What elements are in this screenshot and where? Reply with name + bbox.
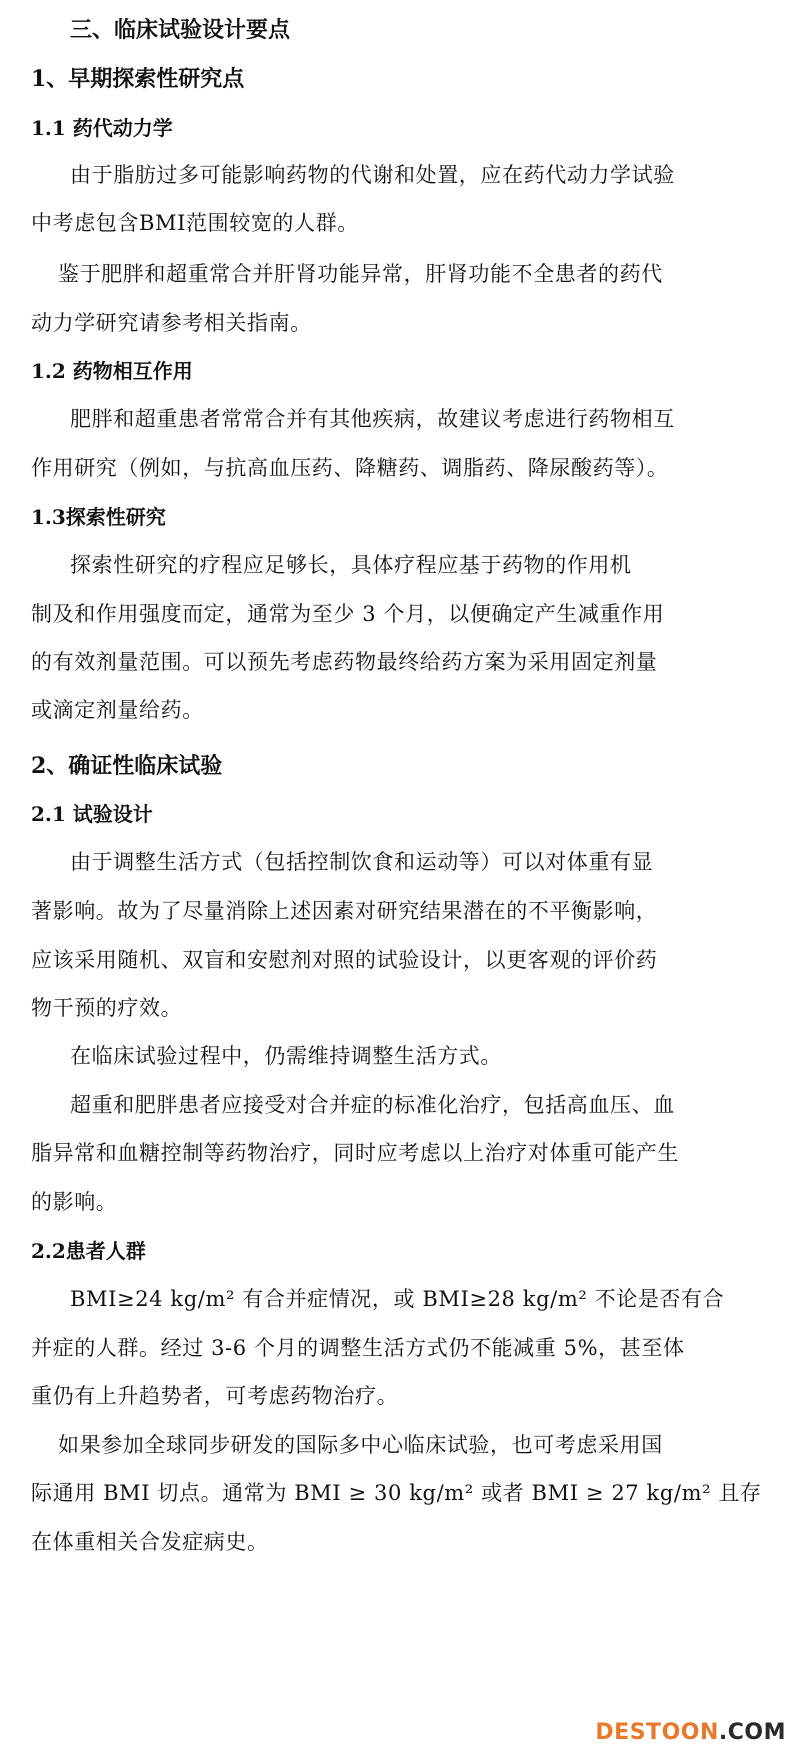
paragraph-line: 并症的人群。经过 3-6 个月的调整生活方式仍不能减重 5%，甚至体	[31, 1336, 685, 1360]
paragraph-line: 在体重相关合发症病史。	[31, 1530, 269, 1554]
heading-early-exploratory: 1、早期探索性研究点	[31, 66, 245, 92]
heading-trial-design: 2.1 试验设计	[31, 802, 153, 826]
heading-exploratory-study: 1.3探索性研究	[31, 505, 166, 529]
watermark-brand: DESTOON	[595, 1720, 719, 1745]
paragraph-line: 应该采用随机、双盲和安慰剂对照的试验设计，以更客观的评价药	[31, 948, 658, 972]
paragraph-line: 脂异常和血糖控制等药物治疗，同时应考虑以上治疗对体重可能产生	[31, 1141, 679, 1165]
paragraph-line: 动力学研究请参考相关指南。	[31, 311, 312, 335]
section-title: 三、临床试验设计要点	[70, 18, 291, 43]
paragraph-line: 由于脂肪过多可能影响药物的代谢和处置，应在药代动力学试验	[70, 163, 675, 187]
paragraph-line: 作用研究（例如，与抗高血压药、降糖药、调脂药、降尿酸药等）。	[31, 456, 669, 480]
paragraph-line: 制及和作用强度而定，通常为至少 3 个月，以便确定产生减重作用	[31, 602, 665, 626]
watermark	[595, 1720, 786, 1745]
paragraph-line: 由于调整生活方式（包括控制饮食和运动等）可以对体重有显	[70, 850, 654, 874]
paragraph-line: 在临床试验过程中，仍需维持调整生活方式。	[70, 1044, 502, 1068]
heading-pharmacokinetics: 1.1 药代动力学	[31, 116, 173, 140]
watermark-domain: .COM	[718, 1720, 786, 1745]
paragraph-line: 如果参加全球同步研发的国际多中心临床试验，也可考虑采用国	[58, 1433, 663, 1457]
paragraph-line: 或滴定剂量给药。	[31, 698, 204, 722]
paragraph-line: 的有效剂量范围。可以预先考虑药物最终给药方案为采用固定剂量	[31, 650, 658, 674]
paragraph-line: 著影响。故为了尽量消除上述因素对研究结果潜在的不平衡影响，	[31, 899, 658, 923]
paragraph-line: 超重和肥胖患者应接受对合并症的标准化治疗，包括高血压、血	[70, 1093, 675, 1117]
paragraph-line: 重仍有上升趋势者，可考虑药物治疗。	[31, 1384, 399, 1408]
paragraph-line: 际通用 BMI 切点。通常为 BMI ≥ 30 kg/m² 或者 BMI ≥ 27 kg/m² 且存	[31, 1481, 762, 1505]
paragraph-line: 肥胖和超重患者常常合并有其他疾病，故建议考虑进行药物相互	[70, 407, 675, 431]
paragraph-line: 物干预的疗效。	[31, 996, 183, 1020]
heading-patient-population: 2.2患者人群	[31, 1239, 146, 1263]
heading-confirmatory-trial: 2、确证性临床试验	[31, 753, 223, 779]
paragraph-line: 的影响。	[31, 1190, 118, 1214]
paragraph-line: BMI≥24 kg/m² 有合并症情况，或 BMI≥28 kg/m² 不论是否有合	[70, 1287, 725, 1311]
paragraph-line: 中考虑包含BMI范围较宽的人群。	[31, 211, 359, 235]
heading-drug-interaction: 1.2 药物相互作用	[31, 359, 193, 383]
paragraph-line: 鉴于肥胖和超重常合并肝肾功能异常，肝肾功能不全患者的药代	[58, 262, 663, 286]
paragraph-line: 探索性研究的疗程应足够长，具体疗程应基于药物的作用机	[70, 553, 632, 577]
